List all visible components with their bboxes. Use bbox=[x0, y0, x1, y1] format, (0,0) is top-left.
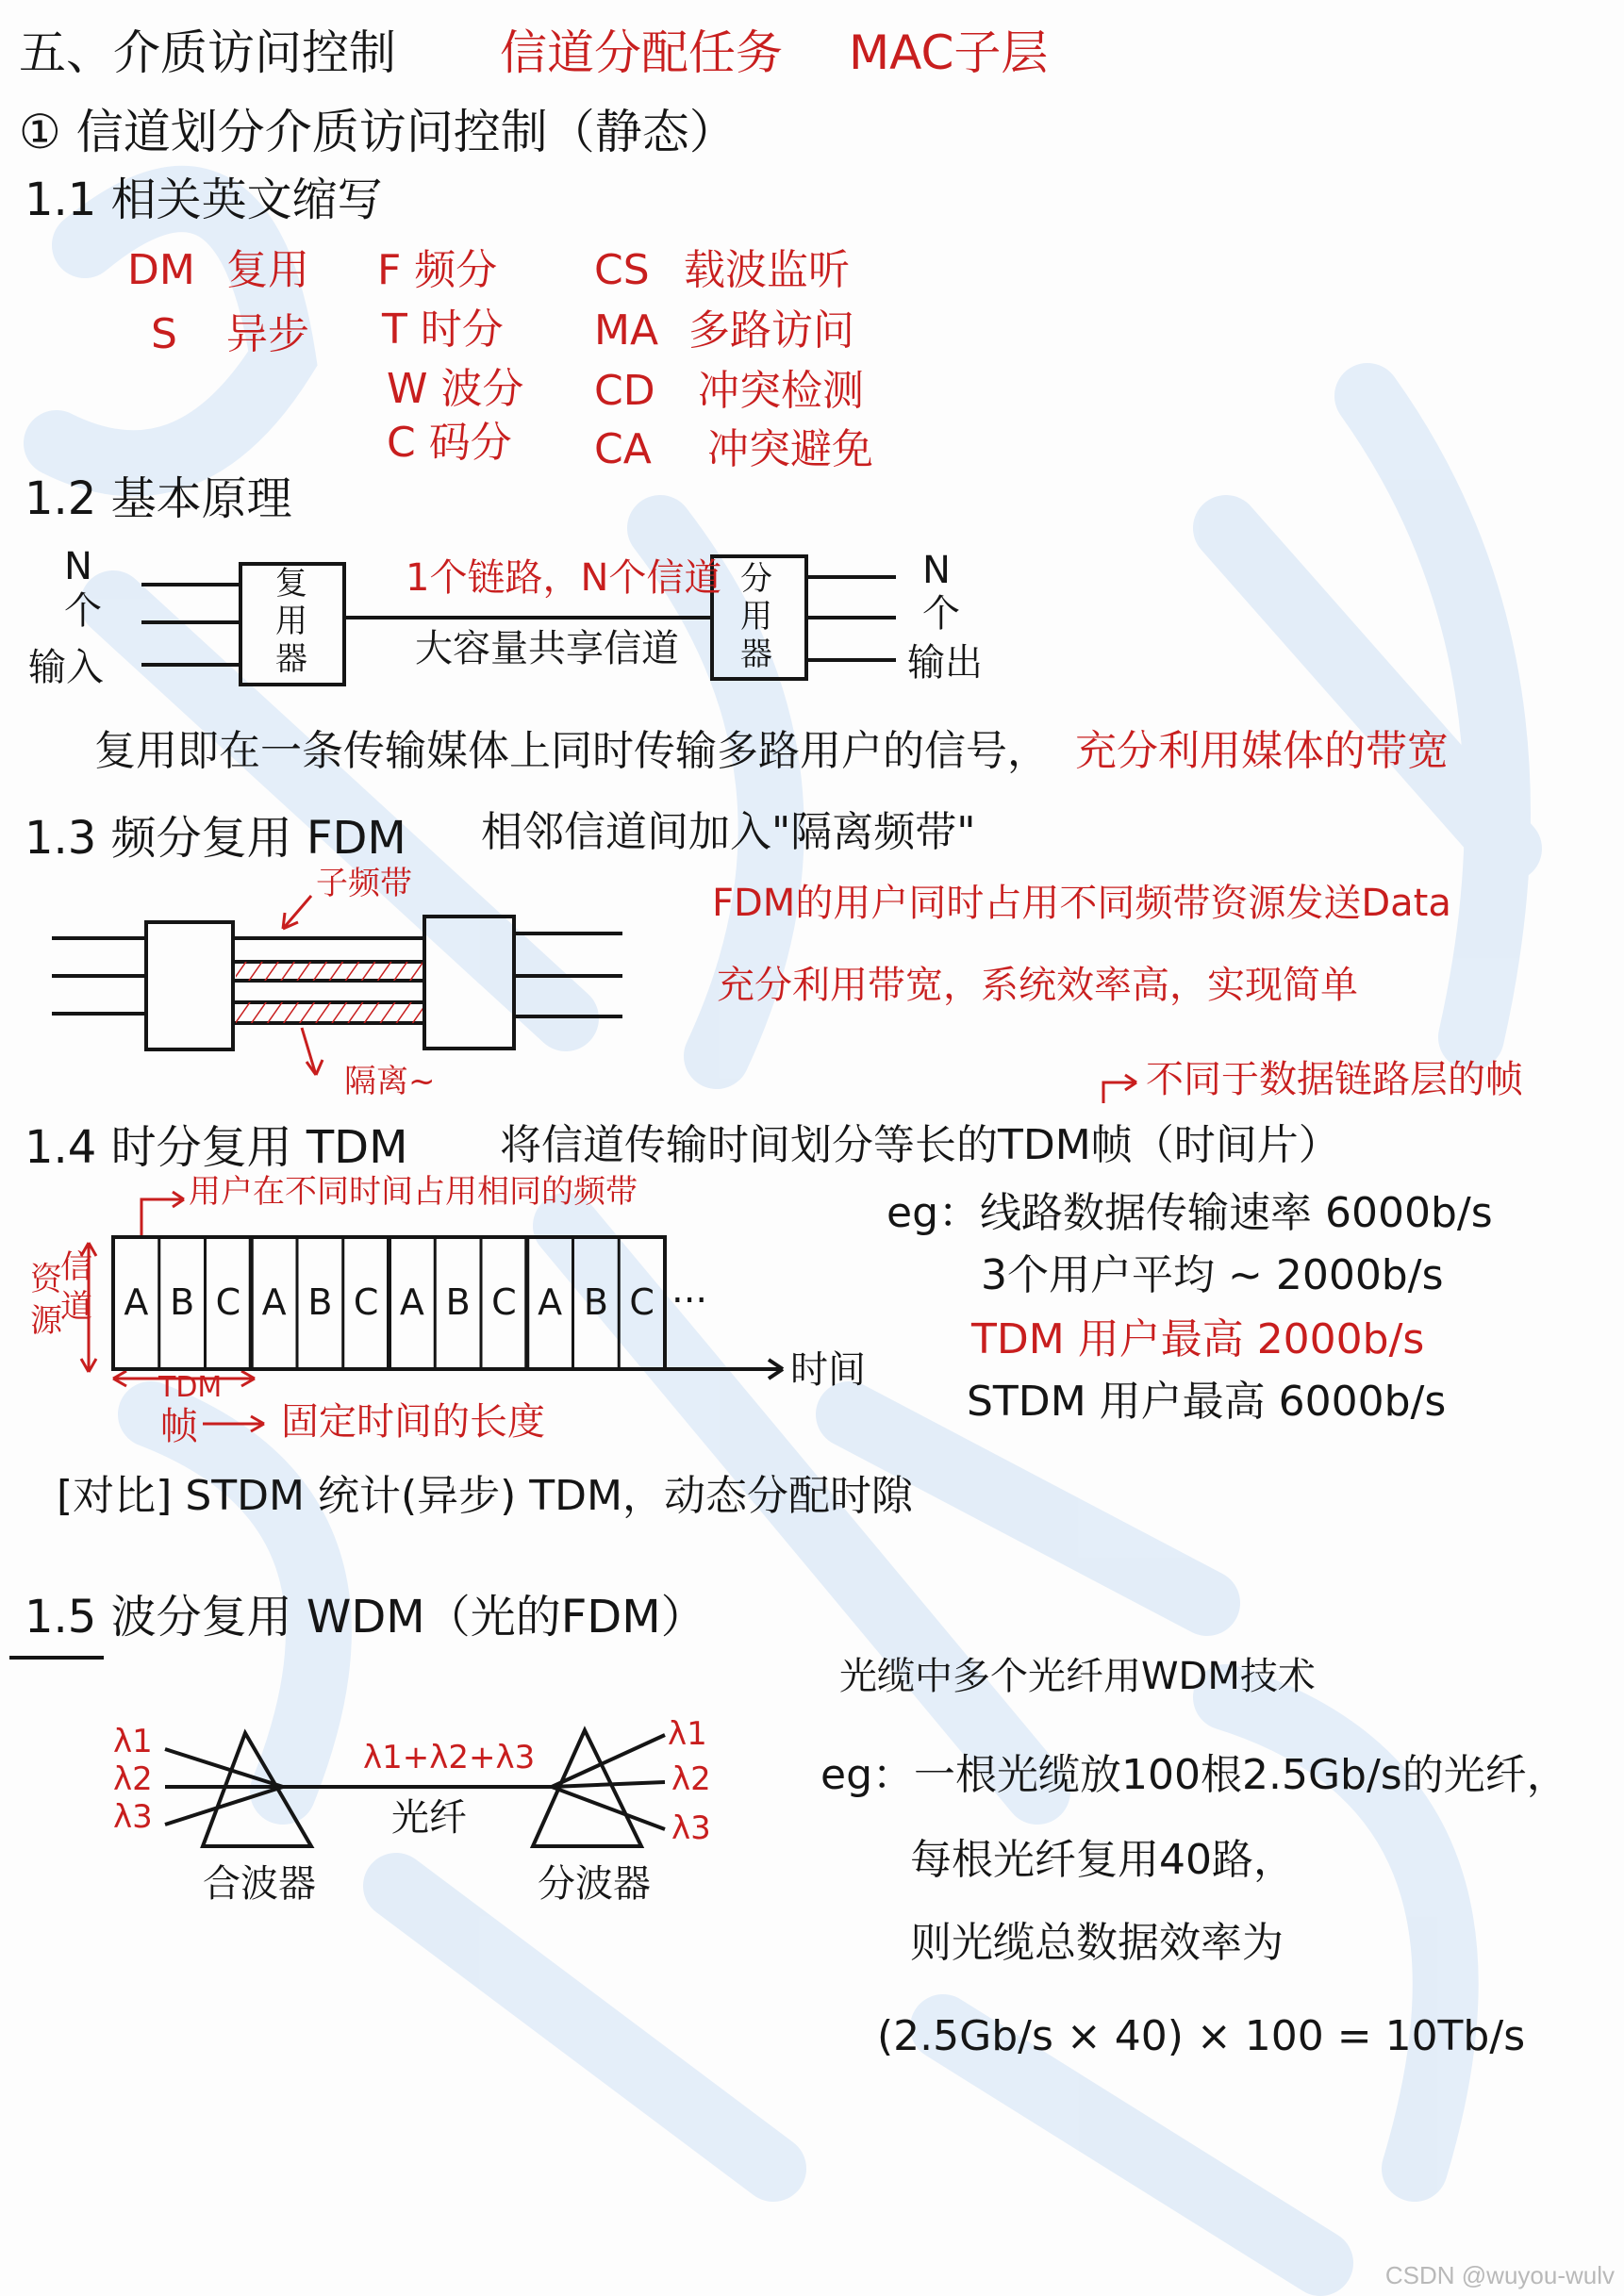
tdm-ellipsis: ... bbox=[671, 1268, 708, 1312]
s13-title: 1.3 频分复用 FDM bbox=[25, 812, 406, 865]
tdm-eg-line: eg：线路数据传输速率 6000b/s bbox=[887, 1189, 1493, 1237]
s14-title: 1.4 时分复用 TDM bbox=[25, 1121, 408, 1174]
tdm-slot-c: C bbox=[215, 1281, 241, 1323]
mux-box-char-3: 器 bbox=[275, 640, 307, 678]
abbr-cd: CD bbox=[594, 367, 655, 415]
mux-input-ge: 个 bbox=[64, 589, 102, 633]
resource-label-4: 道 bbox=[60, 1288, 92, 1326]
resource-label-3: 信 bbox=[60, 1248, 92, 1286]
abbr-s-meaning: 异步 bbox=[226, 310, 309, 358]
header-sublayer: MAC子层 bbox=[849, 25, 1049, 80]
abbr-cs-meaning: 载波监听 bbox=[684, 246, 850, 294]
resource-label-2: 源 bbox=[30, 1302, 62, 1340]
tdm-slot-c: C bbox=[629, 1281, 655, 1323]
wdm-fiber-label: 光纤 bbox=[391, 1796, 467, 1840]
abbr-dm: DM bbox=[127, 246, 195, 294]
s13-note: 相邻信道间加入"隔离频带" bbox=[481, 808, 976, 856]
wdm-combined: λ1+λ2+λ3 bbox=[363, 1739, 536, 1776]
wdm-out-l1: λ1 bbox=[668, 1715, 707, 1753]
tdm-slot-c: C bbox=[491, 1281, 517, 1323]
page-title: 五、介质访问控制 bbox=[19, 25, 396, 80]
s12-title: 1.2 基本原理 bbox=[25, 472, 292, 525]
mux-output-n: N bbox=[922, 549, 951, 592]
wdm-eg-4: (2.5Gb/s × 40) × 100 = 10Tb/s bbox=[877, 2012, 1526, 2060]
tdm-slot-a: A bbox=[538, 1281, 563, 1323]
abbr-cs: CS bbox=[594, 246, 650, 294]
wdm-splitter-label: 分波器 bbox=[538, 1862, 651, 1906]
section-1-title: ① 信道划分介质访问控制（静态） bbox=[19, 105, 737, 159]
wdm-out-l2: λ2 bbox=[671, 1760, 711, 1798]
header-task: 信道分配任务 bbox=[500, 25, 783, 80]
tdm-slot-c: C bbox=[353, 1281, 379, 1323]
tdm-compare: [对比] STDM 统计(异步) TDM，动态分配时隙 bbox=[57, 1472, 913, 1520]
tdm-frame-label-1: TDM bbox=[158, 1371, 223, 1404]
wdm-note: 光缆中多个光纤用WDM技术 bbox=[839, 1655, 1316, 1698]
tdm-eg-line: STDM 用户最高 6000b/s bbox=[967, 1378, 1447, 1426]
footer-credit: CSDN @wuyou-wulv bbox=[1384, 2261, 1615, 2289]
mux-output-ge: 个 bbox=[922, 592, 960, 636]
wdm-eg-2: 每根光纤复用40路， bbox=[910, 1836, 1295, 1884]
tdm-slot-b: B bbox=[170, 1281, 195, 1323]
mux-input-n: N bbox=[64, 545, 92, 588]
wdm-in-l2: λ2 bbox=[113, 1760, 153, 1798]
mux-statement-red: 充分利用媒体的带宽 bbox=[1075, 727, 1449, 775]
tdm-brace-note: 用户在不同时间占用相同的频带 bbox=[189, 1173, 638, 1211]
tdm-slot-b: B bbox=[307, 1281, 333, 1323]
demux-box-char-3: 器 bbox=[740, 636, 772, 673]
abbr-ca: CA bbox=[594, 425, 652, 473]
mux-input-word: 输入 bbox=[28, 646, 104, 689]
wdm-in-l3: λ3 bbox=[113, 1798, 153, 1836]
tdm-slot-b: B bbox=[445, 1281, 471, 1323]
mux-box-char-2: 用 bbox=[275, 603, 307, 640]
tdm-slot-a: A bbox=[124, 1281, 149, 1323]
abbr-s: S bbox=[151, 310, 177, 358]
abbr-cd-meaning: 冲突检测 bbox=[698, 367, 864, 415]
tdm-slot-b: B bbox=[583, 1281, 608, 1323]
link-label-top: 1个链路，N个信道 bbox=[406, 556, 722, 600]
fdm-guard-label: 隔离~ bbox=[344, 1063, 436, 1100]
tdm-frame-label-2: 帧 bbox=[160, 1405, 198, 1448]
s11-title: 1.1 相关英文缩写 bbox=[25, 173, 383, 226]
demux-box-char-1: 分 bbox=[740, 560, 772, 598]
abbr-w: W 波分 bbox=[387, 365, 524, 413]
abbr-f: F 频分 bbox=[377, 246, 498, 294]
abbr-ca-meaning: 冲突避免 bbox=[707, 425, 873, 473]
mux-output-word: 输出 bbox=[907, 641, 983, 685]
tdm-slot-a: A bbox=[399, 1281, 424, 1323]
tdm-eg-line: 3个用户平均 ~ 2000b/s bbox=[981, 1251, 1444, 1299]
fdm-point-2: 充分利用带宽，系统效率高，实现简单 bbox=[717, 964, 1358, 1007]
wdm-in-l1: λ1 bbox=[113, 1723, 153, 1760]
mux-statement: 复用即在一条传输媒体上同时传输多路用户的信号， bbox=[94, 727, 1049, 775]
tdm-slot-a: A bbox=[261, 1281, 287, 1323]
wdm-eg-3: 则光缆总数据效率为 bbox=[910, 1919, 1284, 1967]
link-label-bottom: 大容量共享信道 bbox=[415, 627, 679, 670]
tdm-eg-line: TDM 用户最高 2000b/s bbox=[971, 1315, 1425, 1363]
abbr-dm-meaning: 复用 bbox=[226, 246, 309, 294]
demux-box-char-2: 用 bbox=[740, 598, 772, 636]
s14-desc: 将信道传输时间划分等长的TDM帧（时间片） bbox=[500, 1121, 1340, 1169]
abbr-ma-meaning: 多路访问 bbox=[688, 306, 854, 355]
wdm-eg-1: eg：一根光缆放100根2.5Gb/s的光纤， bbox=[820, 1751, 1568, 1799]
tdm-time-label: 时间 bbox=[790, 1348, 866, 1392]
fdm-subband-label: 子频带 bbox=[316, 865, 412, 902]
abbr-ma: MA bbox=[594, 306, 659, 355]
resource-label-1: 资 bbox=[30, 1261, 62, 1298]
tdm-frame-note: 固定时间的长度 bbox=[281, 1400, 545, 1444]
mux-box-char-1: 复 bbox=[275, 565, 307, 603]
s15-title: 1.5 波分复用 WDM（光的FDM） bbox=[25, 1591, 706, 1644]
fdm-point-1: FDM的用户同时占用不同频带资源发送Data bbox=[712, 882, 1451, 925]
abbr-t: T 时分 bbox=[382, 306, 504, 354]
abbr-c: C 码分 bbox=[387, 419, 512, 467]
wdm-combiner-label: 合波器 bbox=[203, 1862, 316, 1906]
wdm-out-l3: λ3 bbox=[671, 1809, 711, 1847]
tdm-aside: 不同于数据链路层的帧 bbox=[1146, 1058, 1523, 1101]
